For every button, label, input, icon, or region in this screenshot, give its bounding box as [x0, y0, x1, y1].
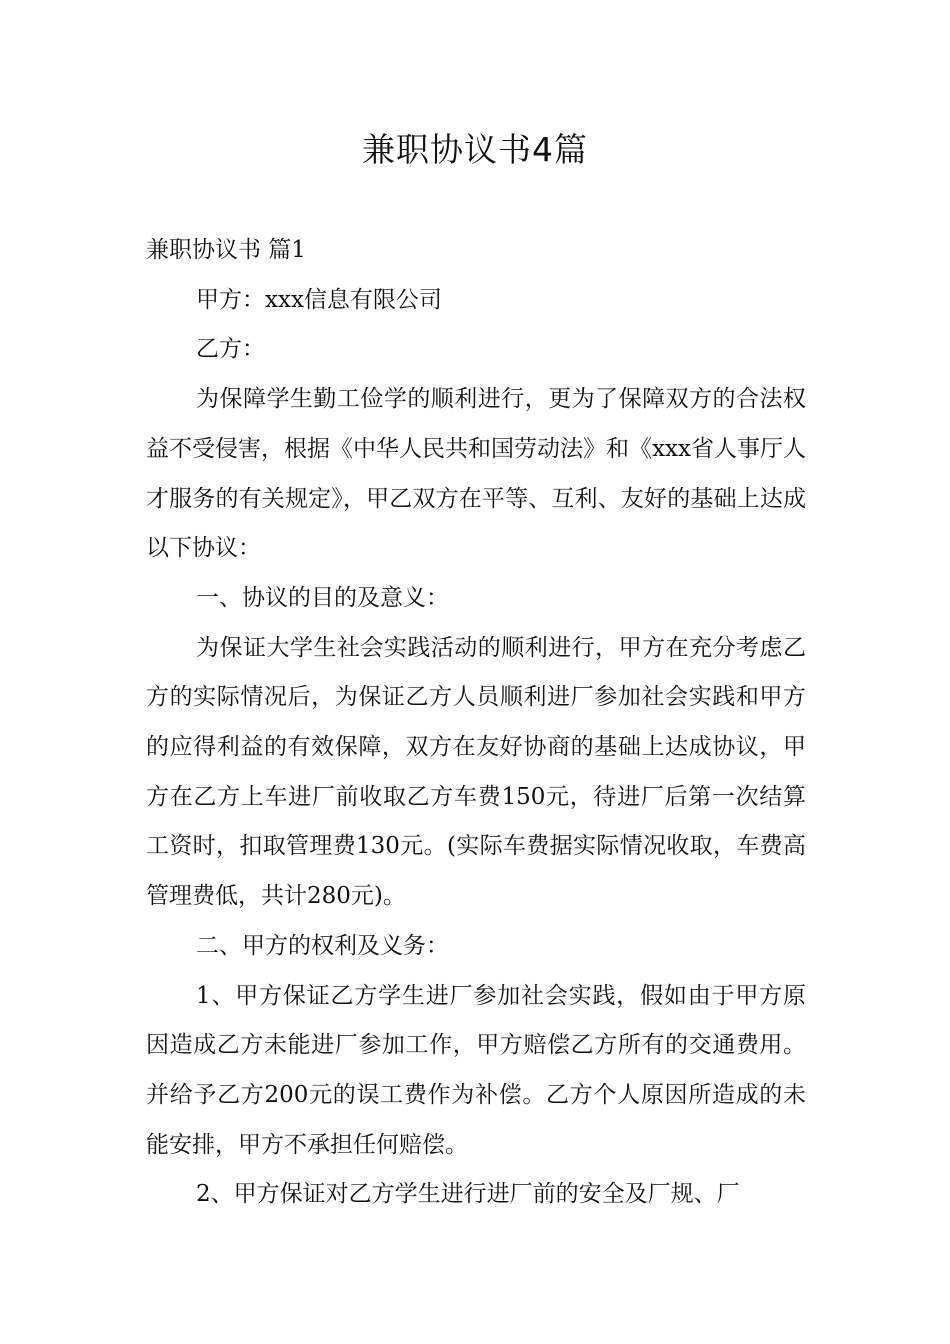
document-body: [146, 226, 806, 1220]
section-heading: 兼职协议书 篇1: [146, 237, 306, 263]
paragraph-clause-1: 1、甲方保证乙方学生进厂参加社会实践，假如由于甲方原因造成乙方未能进厂参加工作，甲方赔偿乙方所有的交通费用。并给予乙方200元的误工费作为补偿。乙方个人原因所造成的未能安排，甲方不承担任何赔偿。: [146, 982, 806, 1158]
paragraph-heading-rights: 二、甲方的权利及义务：: [196, 932, 449, 959]
paragraph-purpose: 为保证大学生社会实践活动的顺利进行，甲方在充分考虑乙方的实际情况后，为保证乙方人员顺利进厂参加社会实践和甲方的应得利益的有效保障，双方在友好协商的基础上达成协议，甲方在乙方上车进厂前收取乙方车费150元，待进厂后第一次结算工资时，扣取管理费130元。(实际车费据实际情况收取，车费高管理费低，共计280元)。: [146, 634, 806, 910]
document-title: 兼职协议书4篇: [362, 130, 588, 169]
paragraph-preamble: 为保障学生勤工俭学的顺利进行，更为了保障双方的合法权益不受侵害，根据《中华人民共和国劳动法》和《xxx省人事厅人才服务的有关规定》，甲乙双方在平等、互利、友好的基础上达成以下协议：: [146, 386, 806, 562]
paragraph-party-a: 甲方：xxx信息有限公司: [196, 286, 442, 313]
paragraph-heading-purpose: 一、协议的目的及意义：: [196, 584, 449, 611]
paragraph-party-b: 乙方：: [196, 336, 265, 363]
paragraph-clause-2: 2、甲方保证对乙方学生进行进厂前的安全及厂规、厂: [196, 1181, 740, 1208]
